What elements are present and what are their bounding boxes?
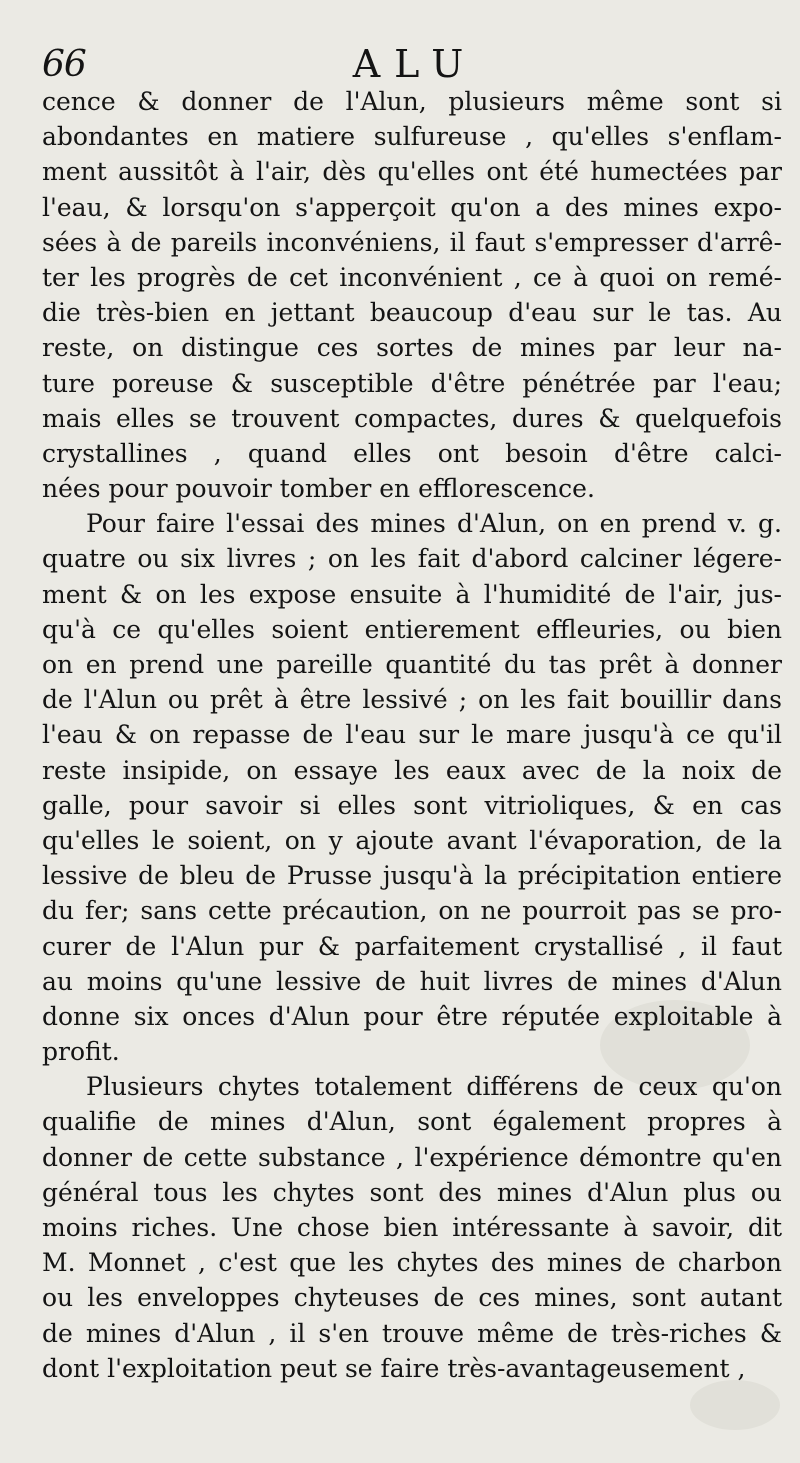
text-line: du fer; sans cette précaution, on ne pourroit pas se pro- — [42, 896, 782, 926]
text-line: ter les progrès de cet inconvénient , ce à quoi on remé- — [42, 262, 782, 292]
text-line: moins riches. Une chose bien intéressante à savoir, dit — [42, 1213, 782, 1242]
text-line: général tous les chytes sont des mines d'Alun plus ou — [42, 1177, 782, 1207]
text-line: curer de l'Alun pur & parfaitement crystallisé , il faut — [42, 931, 782, 961]
text-line: donner de cette substance , l'expérience démontre qu'en — [42, 1142, 782, 1172]
text-line: lessive de bleu de Prusse jusqu'à la précipitation entiere — [42, 861, 782, 891]
text-line: au moins qu'une lessive de huit livres de mines d'Alun — [42, 966, 782, 996]
text-line: ment & on les expose ensuite à l'humidité de l'air, jus- — [42, 579, 782, 609]
text-line: Pour faire l'essai des mines d'Alun, on en prend v. g. — [86, 509, 782, 539]
text-line: die très-bien en jettant beaucoup d'eau sur le tas. Au — [42, 298, 782, 328]
page-number: 66 — [42, 44, 86, 85]
text-line: cence & donner de l'Alun, plusieurs même sont si — [42, 87, 782, 116]
text-line: donne six onces d'Alun pour être réputée exploitable à — [42, 1001, 782, 1031]
text-line: abondantes en matiere sulfureuse , qu'elles s'enflam- — [42, 122, 782, 152]
text-line: qu'à ce qu'elles soient entierement effleuries, ou bien — [42, 614, 782, 644]
text-line: reste insipide, on essaye les eaux avec de la noix de — [42, 755, 782, 785]
paper-stain — [690, 1380, 780, 1430]
text-line: crystallines , quand elles ont besoin d'être calci- — [42, 438, 782, 468]
body-text — [42, 84, 782, 1386]
text-line: mais elles se trouvent compactes, dures & quelquefois — [42, 403, 782, 433]
text-line: ou les enveloppes chyteuses de ces mines, sont autant — [42, 1283, 782, 1313]
text-line: galle, pour savoir si elles sont vitrioliques, & en cas — [42, 790, 782, 820]
page-header — [38, 38, 778, 90]
text-line: profit. — [42, 1037, 120, 1067]
paragraph — [42, 506, 782, 1069]
paragraph — [42, 1069, 782, 1386]
text-line: l'eau & on repasse de l'eau sur le mare jusqu'à ce qu'il — [42, 720, 782, 750]
running-title: ALU — [352, 42, 478, 86]
text-line: on en prend une pareille quantité du tas prêt à donner — [42, 650, 782, 679]
text-line: nées pour pouvoir tomber en efflorescence. — [42, 474, 595, 504]
text-line: dont l'exploitation peut se faire très-avantageusement , — [42, 1353, 746, 1383]
text-line: quatre ou six livres ; on les fait d'abord calciner légere- — [42, 544, 782, 574]
text-line: reste, on distingue ces sortes de mines par leur na- — [42, 333, 782, 363]
text-line: de l'Alun ou prêt à être lessivé ; on les fait bouillir dans — [42, 685, 782, 715]
text-line: ture poreuse & susceptible d'être pénétrée par l'eau; — [42, 368, 782, 398]
text-line: M. Monnet , c'est que les chytes des mines de charbon — [42, 1248, 782, 1278]
text-line: l'eau, & lorsqu'on s'apperçoit qu'on a des mines expo- — [42, 192, 782, 222]
text-line: de mines d'Alun , il s'en trouve même de très-riches & — [42, 1318, 782, 1348]
text-line: sées à de pareils inconvéniens, il faut s'empresser d'arrê- — [42, 227, 782, 257]
text-line: ment aussitôt à l'air, dès qu'elles ont été humectées par — [42, 157, 782, 187]
text-line: qualifie de mines d'Alun, sont également propres à — [42, 1107, 782, 1137]
text-line: qu'elles le soient, on y ajoute avant l'évaporation, de la — [42, 825, 782, 855]
text-line: Plusieurs chytes totalement différens de ceux qu'on — [86, 1072, 782, 1102]
paragraph — [42, 84, 782, 506]
